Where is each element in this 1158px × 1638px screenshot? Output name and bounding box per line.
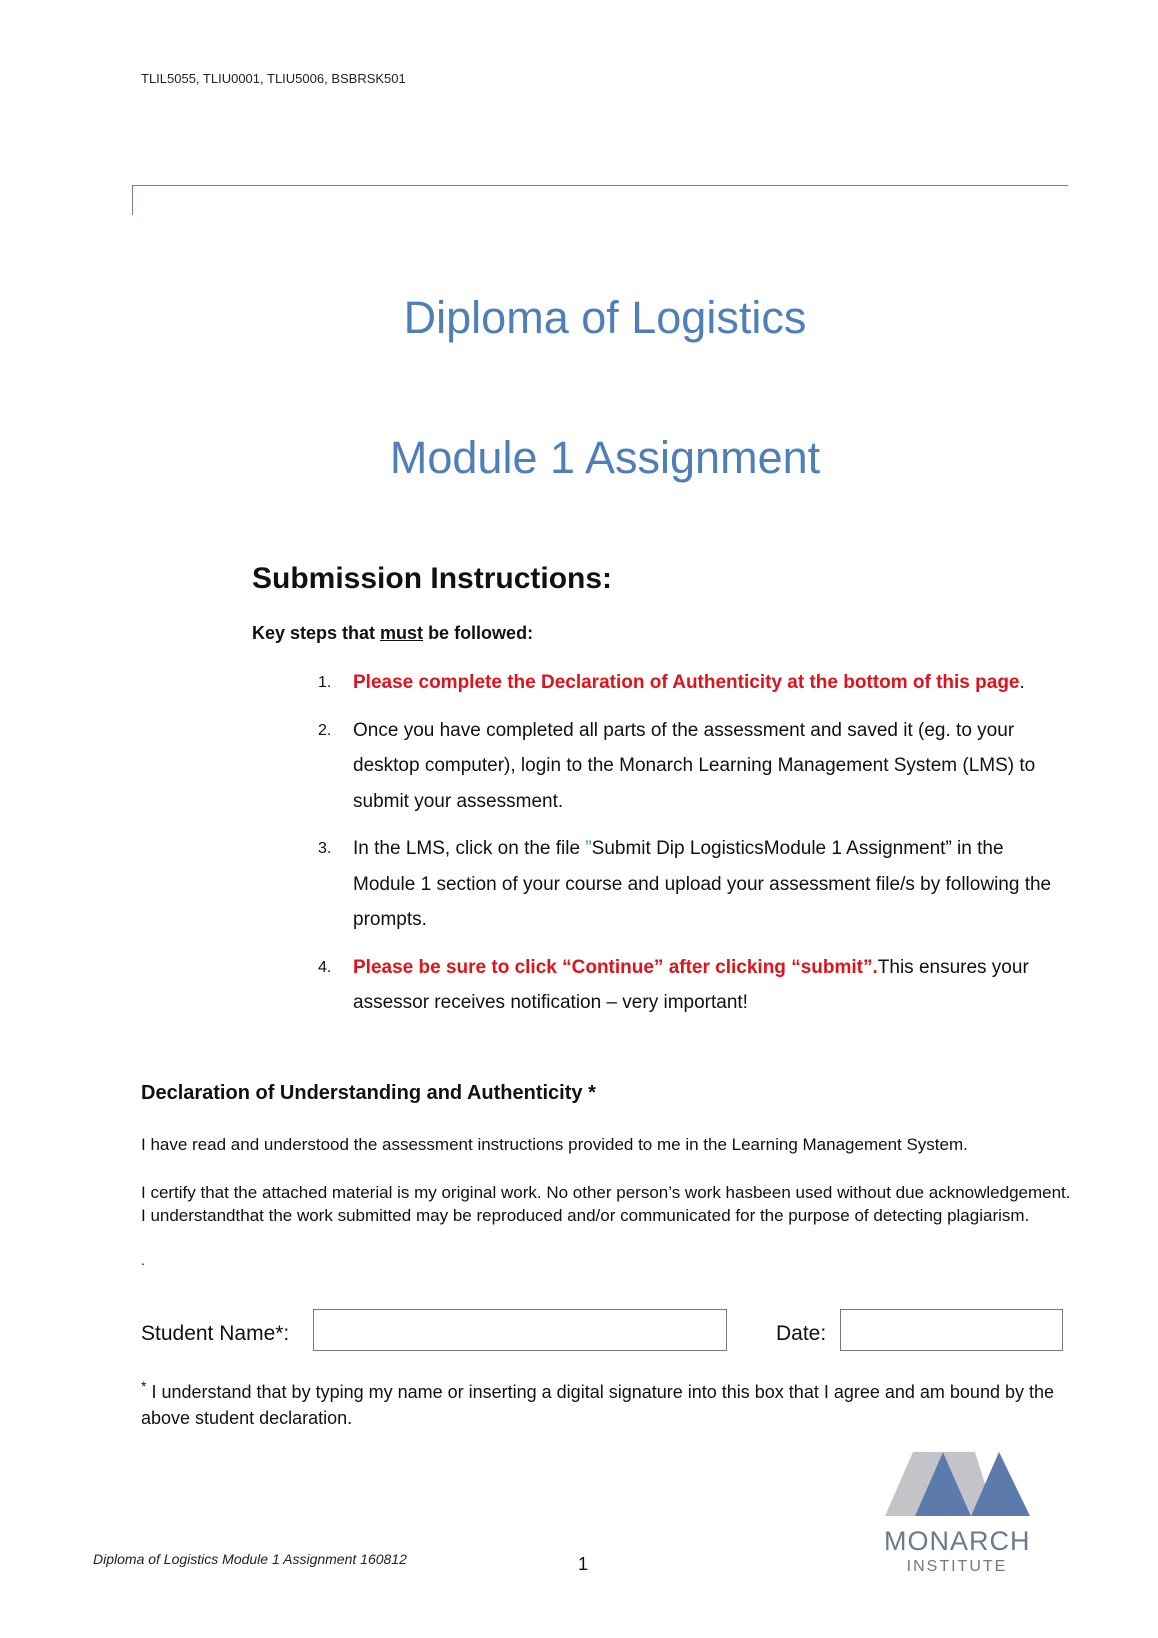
monarch-logo-icon (885, 1452, 1030, 1516)
page-number: 1 (578, 1554, 589, 1574)
list-item: 4. Please be sure to click “Continue” after clicking “submit”.This ensures your assessor receives notification – very important! (318, 956, 1029, 1013)
submission-heading: Submission Instructions: (252, 562, 613, 595)
declaration-paragraph-2: I certify that the attached material is my original work. No other person’s work hasbeen used without due acknowledgement. I understandthat the work submitted may be reproduced and/or communicated for the purpose of detecting plagiarism. (141, 1183, 1071, 1225)
logo-name: MONARCH (884, 1526, 1031, 1556)
header-rule-corner (132, 185, 133, 215)
date-label: Date: (776, 1322, 827, 1345)
unit-codes-header: TLIL5055, TLIU0001, TLIU5006, BSBRSK501 (141, 71, 406, 86)
date-field[interactable] (840, 1309, 1063, 1351)
declaration-paragraph-1: I have read and understood the assessment instructions provided to me in the Learning Management System. (141, 1135, 968, 1154)
signature-note: * I understand that by typing my name or inserting a digital signature into this box that I agree and am bound by the above student declaration. (141, 1378, 1055, 1428)
list-item: 1. Please complete the Declaration of Authenticity at the bottom of this page. (318, 672, 1025, 693)
document-subtitle: Module 1 Assignment (389, 432, 821, 483)
document-title: Diploma of Logistics (403, 292, 807, 343)
declaration-reminder: Please complete the Declaration of Authenticity at the bottom of this page (353, 672, 1020, 693)
header-rule (132, 185, 1068, 186)
list-item: 3. In the LMS, click on the file ”Submit Dip LogisticsModule 1 Assignment” in the Module 1 section of your course and upload your assessment file/s by following the prompts. (318, 838, 1052, 930)
student-name-field[interactable] (313, 1309, 727, 1351)
logo-subname: INSTITUTE (906, 1558, 1008, 1575)
footer-doc-ref: Diploma of Logistics Module 1 Assignment 160812 (93, 1551, 407, 1567)
continue-reminder: Please be sure to click “Continue” after clicking “submit”. (353, 956, 878, 978)
student-name-label: Student Name*: (141, 1322, 290, 1345)
key-steps-label: Key steps that must be followed: (252, 623, 534, 643)
stray-dot: . (141, 1252, 145, 1268)
list-item: 2. Once you have completed all parts of the assessment and saved it (eg. to your desktop computer), login to the Monarch Learning Management System (LMS) to submit your assessment. (318, 719, 1036, 812)
declaration-heading: Declaration of Understanding and Authenticity * (141, 1082, 596, 1104)
must-emphasis: must (380, 623, 424, 643)
submission-steps-list (310, 665, 1070, 1033)
